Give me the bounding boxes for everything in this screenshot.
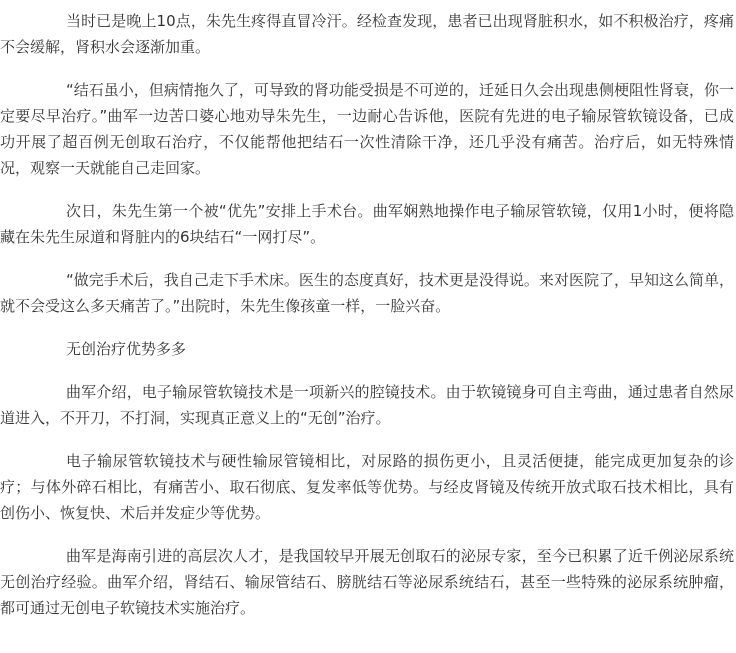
paragraph-2: “结石虽小，但病情拖久了，可导致的肾功能受损是不可逆的，迁延日久会出现患侧梗阻性肾衰，你一定要尽早治疗。”曲军一边苦口婆心地劝导朱先生，一边耐心告诉他，医院有先进的电子输尿管软镜设备，已成功开展了超百例无创取石治疗，不仅能帮他把结石一次性清除干净，还几乎没有痛苦。治疗后，如无特殊情况，观察一天就能自己走回家。 xyxy=(0,81,734,177)
paragraph-3: 次日，朱先生第一个被“优先”安排上手术台。曲军娴熟地操作电子输尿管软镜，仅用1小时，便将隐藏在朱先生尿道和肾脏内的6块结石“一网打尽”。 xyxy=(0,202,734,246)
paragraph-4: “做完手术后，我自己走下手术床。医生的态度真好，技术更是没得说。来对医院了，早知这么简单，就不会受这么多天痛苦了。”出院时，朱先生像孩童一样，一脸兴奋。 xyxy=(0,271,734,315)
paragraph-6: 电子输尿管软镜技术与硬性输尿管镜相比，对尿路的损伤更小，且灵活便捷，能完成更加复杂的诊疗；与体外碎石相比，有痛苦小、取石彻底、复发率低等优势。与经皮肾镜及传统开放式取石技术相比，具有创伤小、恢复快、术后并发症少等优势。 xyxy=(0,452,734,522)
section-heading: 无创治疗优势多多 xyxy=(66,340,187,358)
paragraph-7: 曲军是海南引进的高层次人才，是我国较早开展无创取石的泌尿专家，至今已积累了近千例泌尿系统无创治疗经验。曲军介绍，肾结石、输尿管结石、膀胱结石等泌尿系统结石，甚至一些特殊的泌尿系统肿瘤，都可通过无创电子软镜技术实施治疗。 xyxy=(0,547,734,617)
paragraph-1: 当时已是晚上10点，朱先生疼得直冒冷汗。经检查发现，患者已出现肾脏积水，如不积极治疗，疼痛不会缓解，肾积水会逐渐加重。 xyxy=(0,12,734,56)
paragraph-5: 曲军介绍，电子输尿管软镜技术是一项新兴的腔镜技术。由于软镜镜身可自主弯曲，通过患者自然尿道进入，不开刀，不打洞，实现真正意义上的“无创”治疗。 xyxy=(0,383,734,427)
